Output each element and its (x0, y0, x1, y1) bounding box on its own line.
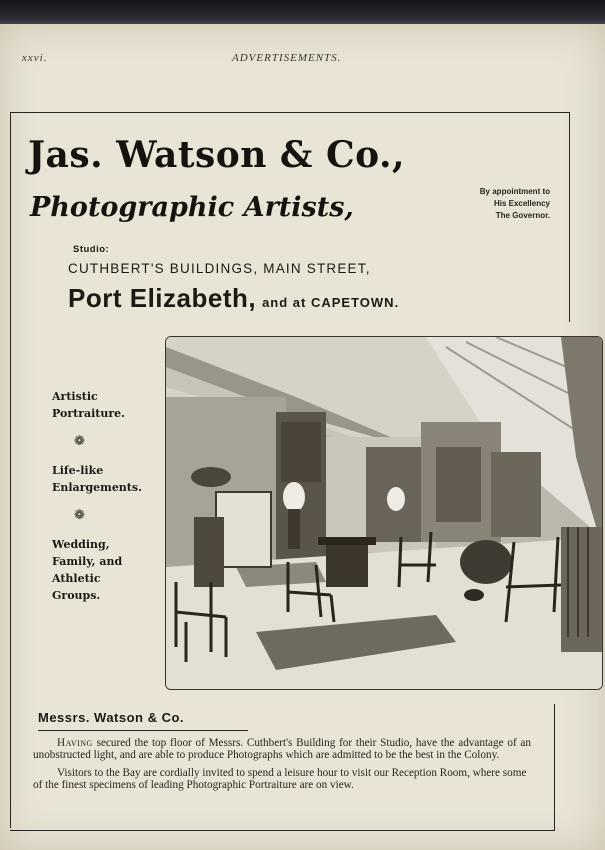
advert-frame-right-rule (569, 112, 570, 322)
studio-interior-photograph (165, 336, 603, 690)
page-number: xxvi. (22, 52, 48, 64)
city-name: Port Elizabeth, (68, 283, 257, 313)
city-suffix: and at CAPETOWN. (262, 295, 400, 310)
service-line: Enlargements. (52, 481, 142, 494)
running-head: ADVERTISEMENTS. (232, 52, 342, 64)
service-line: Artistic (52, 390, 98, 403)
studio-label: Studio: (73, 244, 110, 255)
service-line: Wedding, (52, 538, 110, 551)
studio-address: CUTHBERT'S BUILDINGS, MAIN STREET, (68, 261, 371, 276)
book-binding-edge (0, 0, 605, 26)
company-tagline: Photographic Artists, (30, 192, 354, 223)
notice-paragraph: Visitors to the Bay are cordially invited to spend a leisure hour to visit our Reception Room, where some of the finest specimens of leading Photographic Portraiture are on view. (33, 767, 527, 791)
advert-frame-bottom-rule (10, 830, 555, 831)
city-line (68, 283, 399, 314)
notice-heading-rule (38, 730, 248, 731)
notice-paragraph-text: secured the top floor of Messrs. Cuthbert's Building for their Studio, have the advantage of an unobstructed light, and are able to produce Photographs which are admitted to be the best in the Colony. (33, 737, 531, 761)
service-line: Family, and (52, 555, 123, 568)
page-header (0, 52, 605, 68)
service-line: Groups. (52, 589, 101, 602)
notice-lead-word: Having (57, 737, 93, 749)
royal-appointment-note (450, 186, 550, 222)
notice-heading: Messrs. Watson & Co. (38, 710, 185, 725)
fleuron-ornament-icon: ❁ (74, 508, 85, 523)
appointment-line: The Governor. (495, 211, 550, 220)
notice-paragraph (33, 737, 531, 761)
studio-photo-illustration (166, 337, 602, 689)
notice-box-right-rule (554, 704, 555, 830)
services-list (52, 388, 162, 604)
service-line: Portraiture. (52, 407, 125, 420)
appointment-line: His Excellency (493, 199, 550, 208)
fleuron-ornament-icon: ❁ (74, 434, 85, 449)
service-line: Athletic (52, 572, 101, 585)
notice-body (33, 737, 531, 791)
appointment-line: By appointment to (479, 187, 550, 196)
company-name: Jas. Watson & Co., (28, 134, 406, 176)
service-line: Life-like (52, 464, 104, 477)
